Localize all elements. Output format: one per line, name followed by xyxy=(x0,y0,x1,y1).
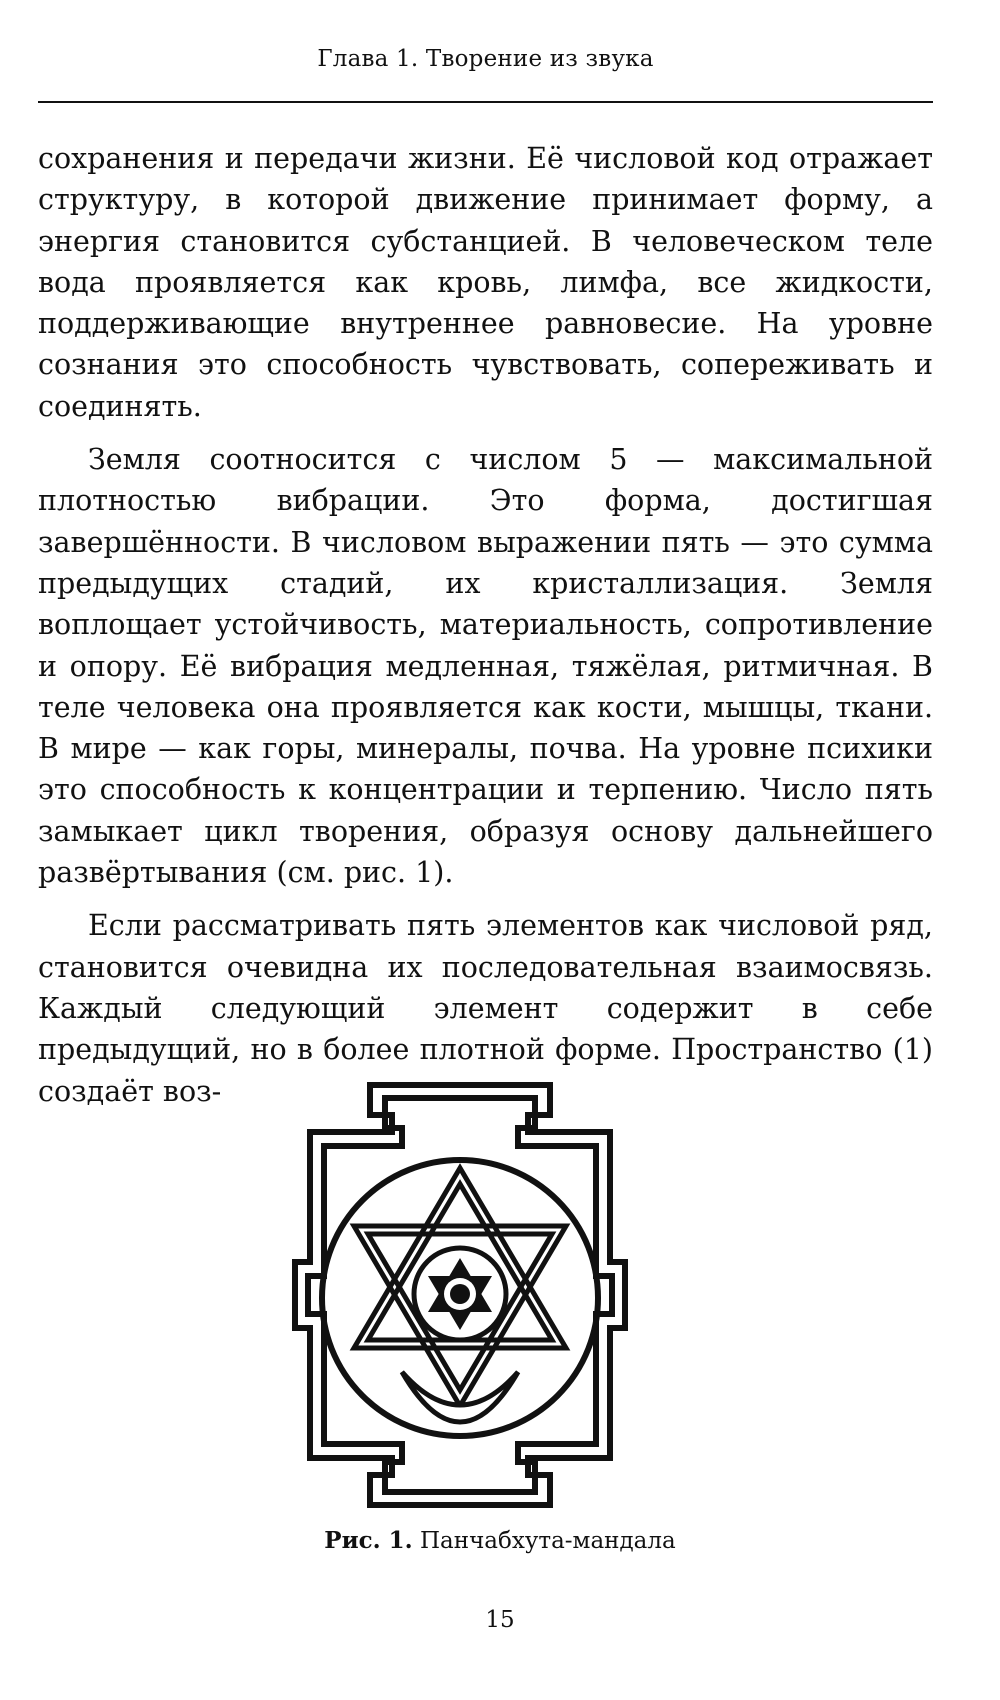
figure-caption-label: Рис. 1. xyxy=(324,1527,413,1554)
mandala-illustration xyxy=(290,1080,630,1510)
page-number: 15 xyxy=(485,1607,515,1633)
crescent-moon xyxy=(402,1372,518,1422)
figure-caption-text: Панчабхута-мандала xyxy=(419,1528,676,1554)
paragraph-continuation: сохранения и передачи жизни. Её числовой код отражает структуру, в которой движение принимает форму, а энергия становится субстанцией. В человеческом теле вода проявляется как кровь, лимфа, все жидкости, поддерживающие внутреннее равновесие. На уровне сознания это способность чувствовать, сопереживать и соединять. xyxy=(38,142,933,423)
header-rule xyxy=(38,101,933,103)
running-header: Глава 1. Творение из звука xyxy=(317,46,654,72)
paragraph-elements-series: Если рассматривать пять элементов как числовой ряд, становится очевидна их последовательная взаимосвязь. Каждый следующий элемент содержит в себе предыдущий, но в более плотной форме. Пространство (1) создаёт воз- xyxy=(38,909,933,1108)
bindu-dot xyxy=(450,1284,470,1304)
figure-caption xyxy=(0,1527,1000,1554)
paragraph-earth: Земля соотносится с числом 5 — максимальной плотностью вибрации. Это форма, достигшая завершённости. В числовом выражении пять — это сумма предыдущих стадий, их кристаллизация. Земля воплощает устойчивость, материальность, сопротивление и опору. Её вибрация медленная, тяжёлая, ритмичная. В теле человека она проявляется как кости, мышцы, ткани. В мире — как горы, минералы, почва. На уровне психики это способность к концентрации и терпению. Число пять замыкает цикл творения, образуя основу дальнейшего развёртывания (см. рис. 1). xyxy=(38,443,933,890)
body-text xyxy=(38,138,933,1112)
panchabhuta-mandala-figure xyxy=(290,1080,630,1510)
